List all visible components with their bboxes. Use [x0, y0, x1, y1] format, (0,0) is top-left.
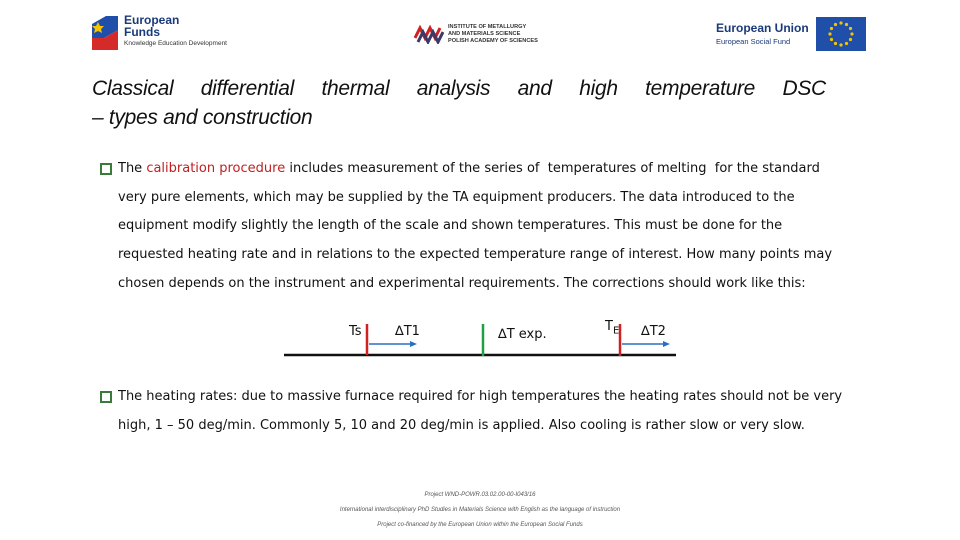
slide-title-word: temperature: [645, 77, 756, 100]
te-main: T: [605, 319, 613, 334]
footer-line1: Project WND-POWR.03.02.00-00-I043/16: [424, 492, 536, 498]
correction-diagram: [280, 310, 680, 360]
slide-title-word: high: [579, 77, 618, 100]
institute-line2: AND MATERIALS SCIENCE: [448, 31, 521, 37]
calibration-line4: requested heating rate and in relations to the expected temperature range of interest. How many points may: [118, 247, 833, 263]
ts-label: Ts: [349, 324, 362, 339]
calibration-line1-rest: includes measurement of the series of temperatures of melting for the standard: [285, 161, 820, 176]
institute-line1: INSTITUTE OF METALLURGY: [448, 24, 527, 30]
eu-flag-icon: [816, 17, 866, 51]
calibration-highlight: calibration procedure: [146, 161, 286, 176]
institute-text: [448, 24, 538, 45]
footer-line2: International interdisciplinary PhD Studies in Materials Science with English as the language of instruction: [339, 507, 621, 513]
heating-rates-line2: high, 1 – 50 deg/min. Commonly 5, 10 and 20 deg/min is applied. Also cooling is rather slow or very slow.: [118, 417, 805, 433]
footer-line3: Project co-financed by the European Union within the European Social Funds: [377, 522, 583, 528]
te-subscript: E: [612, 325, 620, 337]
european-funds-flag-icon: [92, 16, 118, 50]
dt2-label: ∆T2: [641, 324, 666, 339]
institute-mark-icon: [414, 24, 444, 44]
slide-title-word: thermal: [321, 77, 390, 100]
european-union-logo: [716, 15, 868, 53]
dt-exp-label: ∆T exp.: [498, 327, 547, 342]
calibration-prefix: The: [118, 161, 147, 176]
european-funds-title-line1: European: [124, 13, 180, 27]
european-union-subtitle: European Social Fund: [716, 37, 791, 46]
slide-title-word: DSC: [782, 77, 826, 100]
slide-title-line1: [92, 74, 826, 103]
calibration-line2: very pure elements, which may be supplied by the TA equipment producers. The data introduced to the: [118, 189, 795, 205]
european-funds-title-line2: Funds: [124, 25, 160, 39]
calibration-line3: equipment modify slightly the length of the scale and shown temperatures. This must be done for the: [118, 218, 783, 234]
heating-rates-line1-wrap: [100, 383, 860, 412]
european-union-title: European Union: [716, 21, 809, 35]
slide-title-word: Classical: [92, 77, 174, 100]
heating-rates-line1: The heating rates: due to massive furnace required for high temperatures the heating rates should not be very: [118, 389, 843, 404]
european-funds-subtitle: Knowledge Education Development: [124, 40, 227, 47]
slide-title: [92, 74, 832, 132]
calibration-line5: chosen depends on the instrument and experimental requirements. The corrections should work like this:: [118, 275, 806, 291]
slide-title-word: and: [517, 77, 552, 100]
institute-logo: [414, 22, 554, 48]
calibration-line1: [100, 155, 860, 184]
dt2-arrowhead: [663, 341, 670, 347]
checkbox-bullet-icon: [100, 391, 112, 403]
european-union-text: [716, 21, 809, 46]
dt1-label: ∆T1: [395, 324, 420, 339]
slide-title-line2: – types and construction: [92, 106, 313, 129]
calibration-paragraph: [100, 155, 860, 299]
european-funds-logo: [92, 14, 242, 54]
slide-title-word: differential: [200, 77, 295, 100]
correction-diagram-svg: [280, 310, 680, 360]
heating-rates-paragraph: [100, 383, 860, 440]
slide-title-word: analysis: [416, 77, 491, 100]
dt1-arrowhead: [410, 341, 417, 347]
european-funds-text: [124, 14, 227, 47]
project-footer: [280, 488, 680, 533]
institute-line3: POLISH ACADEMY OF SCIENCES: [448, 38, 538, 44]
te-label: [605, 319, 619, 337]
checkbox-bullet-icon: [100, 163, 112, 175]
